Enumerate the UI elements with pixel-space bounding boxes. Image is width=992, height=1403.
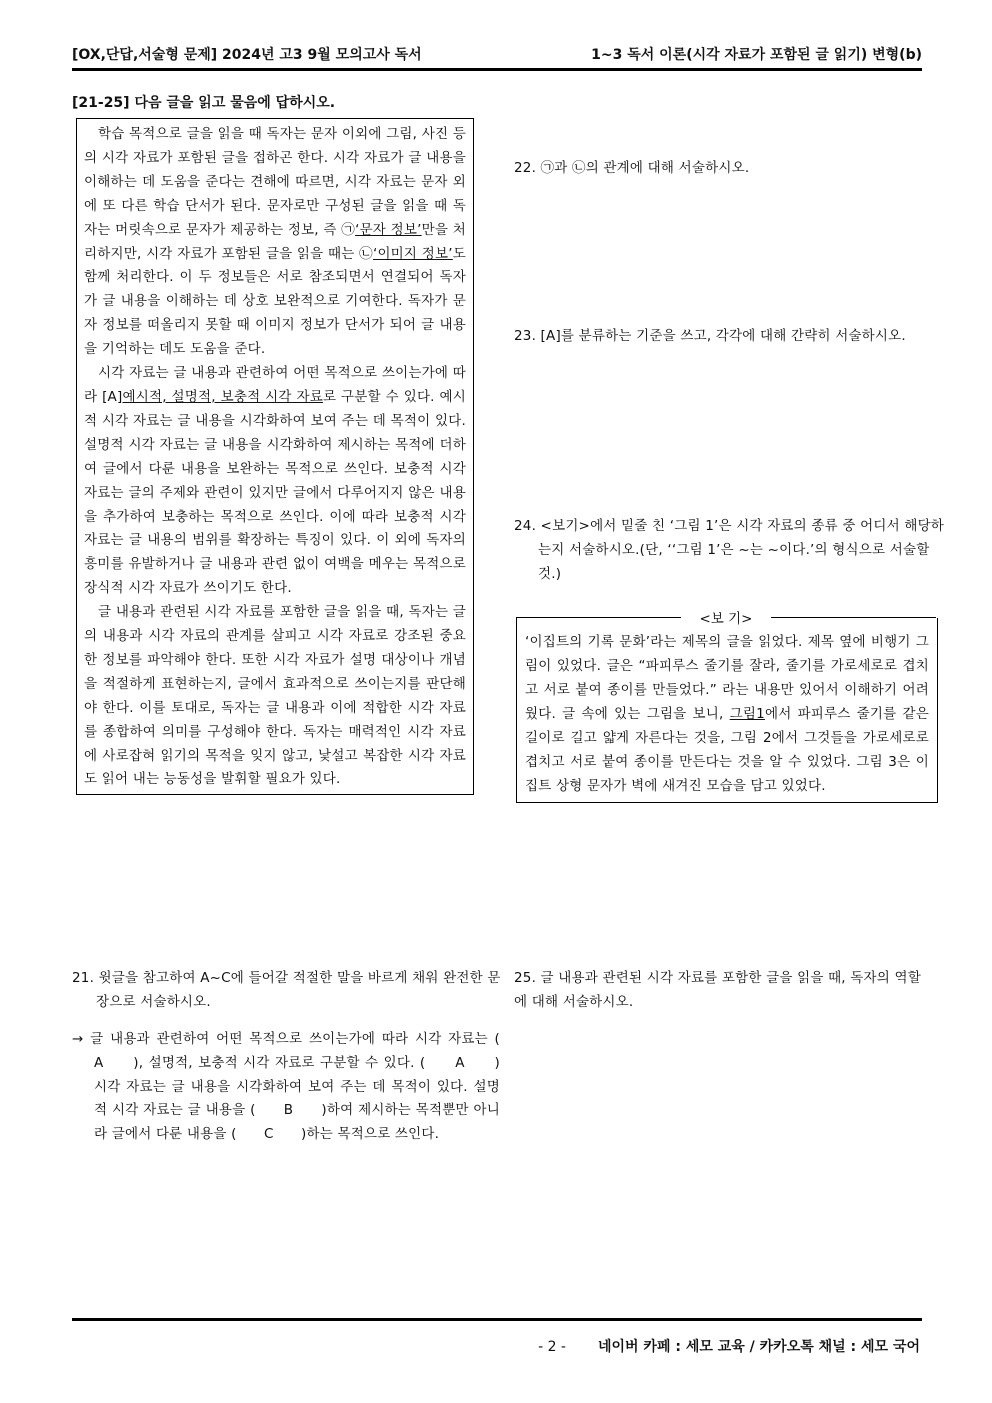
footer-channel-text: 네이버 카페 : 세모 교육 / 카카오톡 채널 : 세모 국어 [597,1339,920,1355]
underlined-figure-1: 그림1 [729,706,765,722]
page-header [72,44,922,66]
page-footer [538,1336,920,1356]
underlined-text-info: ‘문자 정보’ [355,221,422,238]
reading-passage [76,118,474,795]
section-heading: [21-25] 다음 글을 읽고 물음에 답하시오. [72,95,336,111]
header-title: [OX,단답,서술형 문제] 2024년 고3 9월 모의고사 독서 [72,47,422,63]
question-23: 23. [A]를 분류하는 기준을 쓰고, 각각에 대해 간략히 서술하시오. [514,328,906,344]
underlined-visual-types: 예시적, 설명적, 보충적 시각 자료 [122,388,323,405]
question-24: 24. <보기>에서 밑줄 친 ‘그림 1’은 시각 자료의 종류 중 어디서 해당하는지 서술하시오.(단, ‘‘그림 1’은 ~는 ~이다.’의 형식으로 서술할 것.) [514,518,945,582]
passage-paragraph-2: 시각 자료는 글 내용과 관련하여 어떤 목적으로 쓰이는가에 따라 [A]예시적, 설명적, 보충적 시각 자료로 구분할 수 있다. 예시적 시각 자료는 글 내용을 시각화하여 보여 주는 데 목적이 있다. 설명적 시각 자료는 글 내용을 시각화하여 제시하는 목적에 더하여 글에서 다룬 내용을 보완하는 목적으로 쓰인다. 보충적 시각 자료는 글의 주제와 관련이 있지만 글에서 다루어지지 않은 내용을 추가하여 보충하는 목적으로 쓰인다. 이에 따라 보충적 시각 자료는 글 내용의 범위를 확장하는 특징이 있다. 이 외에 독자의 흥미를 유발하거나 글 내용과 관련 없이 여백을 메우는 목적으로 장식적 시각 자료가 쓰이기도 한다. [84,365,467,597]
passage-paragraph-1: 학습 목적으로 글을 읽을 때 독자는 문자 이외에 그림, 사진 등의 시각 자료가 포함된 글을 접하곤 한다. 시각 자료가 글 내용을 이해하는 데 도움을 준다는 견해에 따르면, 시각 자료는 문자 외에 또 다른 학습 단서가 된다. 문자로만 구성된 글을 읽을 때 독자는 머릿속으로 문자가 제공하는 정보, 즉 ㉠‘문자 정보’만을 처리하지만, 시각 자료가 포함된 글을 읽을 때는 ㉡‘이미지 정보’도 함께 처리한다. 이 두 정보들은 서로 참조되면서 연결되어 독자가 글 내용을 이해하는 데 상호 보완적으로 기여한다. 독자가 문자 정보를 떠올리지 못할 때 이미지 정보가 단서가 되어 글 내용을 기억하는 데도 도움을 준다. [84,126,467,358]
question-21: 21. 윗글을 참고하여 A~C에 들어갈 적절한 말을 바르게 채워 완전한 문장으로 서술하시오. [72,970,501,1010]
header-rule [72,68,922,71]
underlined-image-info: ‘이미지 정보’ [372,245,453,262]
page-number: - 2 - [538,1339,566,1355]
passage-paragraph-3: 글 내용과 관련된 시각 자료를 포함한 글을 읽을 때, 독자는 글의 내용과 시각 자료의 관계를 살피고 시각 자료로 강조된 중요한 정보를 파악해야 한다. 또한 시각 자료가 설명 대상이나 개념을 적절하게 표현하는지, 글에서 효과적으로 쓰이는지를 판단해야 한다. 이를 토대로, 독자는 글 내용과 이에 적합한 시각 자료를 종합하여 의미를 구성해야 한다. 독자는 매력적인 시각 자료에 사로잡혀 읽기의 목적을 잊지 않고, 낯설고 복잡한 시각 자료도 읽어 내는 능동성을 발휘할 필요가 있다. [84,604,466,788]
header-subtitle: 1~3 독서 이론(시각 자료가 포함된 글 읽기) 변형(b) [591,47,922,63]
question-22: 22. ㉠과 ㉡의 관계에 대해 서술하시오. [514,160,750,176]
footer-rule [72,1318,922,1321]
bogi-title: <보 기> [681,607,771,627]
bogi-box: ‘이집트의 기록 문화’라는 제목의 글을 읽었다. 제목 옆에 비행기 그림이 있었다. 글은 “파피루스 줄기를 잘라, 줄기를 가로세로로 겹치고 서로 붙여 종이를 만들었다.” 라는 내용만 있어서 이해하기 어려웠다. 글 속에 있는 그림을 보니, 그림1에서 파피루스 줄기를 같은 길이로 길고 얇게 자른다는 것을, 그림 2에서 그것들을 가로세로로 겹치고 서로 붙여 종이를 만든다는 것을 알 수 있었다. 그림 3은 이집트 상형 문자가 벽에 새겨진 모습을 담고 있었다. [516,618,938,803]
question-25: 25. 글 내용과 관련된 시각 자료를 포함한 글을 읽을 때, 독자의 역할에 대해 서술하시오. [514,970,921,1010]
question-21-answer: → 글 내용과 관련하여 어떤 목적으로 쓰이는가에 따라 시각 자료는 ( A ), 설명적, 보충적 시각 자료로 구분할 수 있다. ( A ) 시각 자료는 글 내용을 시각화하여 보여 주는 데 목적이 있다. 설명적 시각 자료는 글 내용을 ( B )하여 제시하는 목적뿐만 아니라 글에서 다룬 내용을 ( C )하는 목적으로 쓰인다. [72,1031,528,1143]
